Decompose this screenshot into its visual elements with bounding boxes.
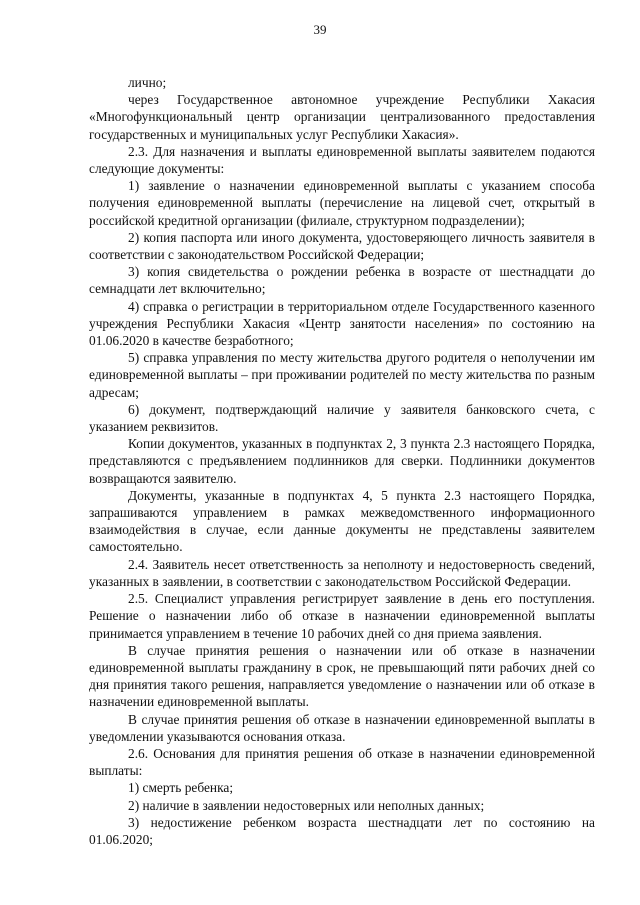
list-item-1-application: 1) заявление о назначении единовременной выплаты с указанием способа получения единовременной выплаты (перечисление на лицевой счет, открытый в российской кредитной организации (филиале, структурном подразделении); <box>89 178 595 228</box>
paragraph-2-4: 2.4. Заявитель несет ответственность за неполноту и недостоверность сведений, указанных в заявлении, в соответствии с законодательством Российской Федерации. <box>89 556 595 589</box>
paragraph-2-5: 2.5. Специалист управления регистрирует заявление в день его поступления. Решение о назначении либо об отказе в назначении единовременной выплаты принимается управлением в течение 10 рабочих дней со дня приема заявления. <box>89 591 595 641</box>
list-item-2-passport: 2) копия паспорта или иного документа, удостоверяющего личность заявителя в соответствии с законодательством Российской Федерации; <box>89 229 595 263</box>
paragraph-refusal-grounds-notice: В случае принятия решения об отказе в назначении единовременной выплаты в уведомлении указываются основания отказа. <box>89 711 595 744</box>
document-body <box>89 74 595 848</box>
list-item-age: 3) недостижение ребенком возраста шестнадцати лет по состоянию на 01.06.2020; <box>89 814 595 847</box>
list-item-4-employment-certificate: 4) справка о регистрации в территориальном отделе Государственного казенного учреждения Республики Хакасия «Центр занятости населения» по состоянию на 01.06.2020 в качестве безработного; <box>89 298 595 349</box>
list-item-death: 1) смерть ребенка; <box>128 780 234 796</box>
paragraph-lichno: лично; <box>128 75 167 90</box>
paragraph-mfc: через Государственное автономное учреждение Республики Хакасия «Многофункциональный центр организации централизованного предоставления государственных и муниципальных услуг Республики Хакасия». <box>89 92 595 142</box>
paragraph-notification: В случае принятия решения о назначении или об отказе в назначении единовременной выплаты гражданину в срок, не превышающий пяти рабочих дней со дня принятия такого решения, направляется уведомление о назначении или об отказе в назначении единовременной выплаты. <box>89 642 595 710</box>
list-item-6-bank-account: 6) документ, подтверждающий наличие у заявителя банковского счета, с указанием реквизитов. <box>89 401 595 435</box>
paragraph-2-6: 2.6. Основания для принятия решения об отказе в назначении единовременной выплаты: <box>89 745 595 779</box>
page-number: 39 <box>313 22 327 37</box>
list-item-3-birth-certificate: 3) копия свидетельства о рождении ребенка в возрасте от шестнадцати до семнадцати лет включительно; <box>89 264 595 297</box>
paragraph-interagency-requests: Документы, указанные в подпунктах 4, 5 пункта 2.3 настоящего Порядка, запрашиваются управлением в рамках межведомственного информационного взаимодействия в случае, если данные документы не представлены заявителем самостоятельно. <box>89 487 595 555</box>
list-item-5-other-parent-certificate: 5) справка управления по месту жительства другого родителя о неполучении им единовременной выплаты – при проживании родителей по месту жительства по разным адресам; <box>89 350 595 400</box>
list-item-invalid-data: 2) наличие в заявлении недостоверных или неполных данных; <box>128 797 485 813</box>
paragraph-2-3: 2.3. Для назначения и выплаты единовременной выплаты заявителем подаются следующие документы: <box>89 143 595 177</box>
paragraph-copies: Копии документов, указанных в подпунктах 2, 3 пункта 2.3 настоящего Порядка, представляются с предъявлением подлинников для сверки. Подлинники документов возвращаются заявителю. <box>89 436 595 486</box>
